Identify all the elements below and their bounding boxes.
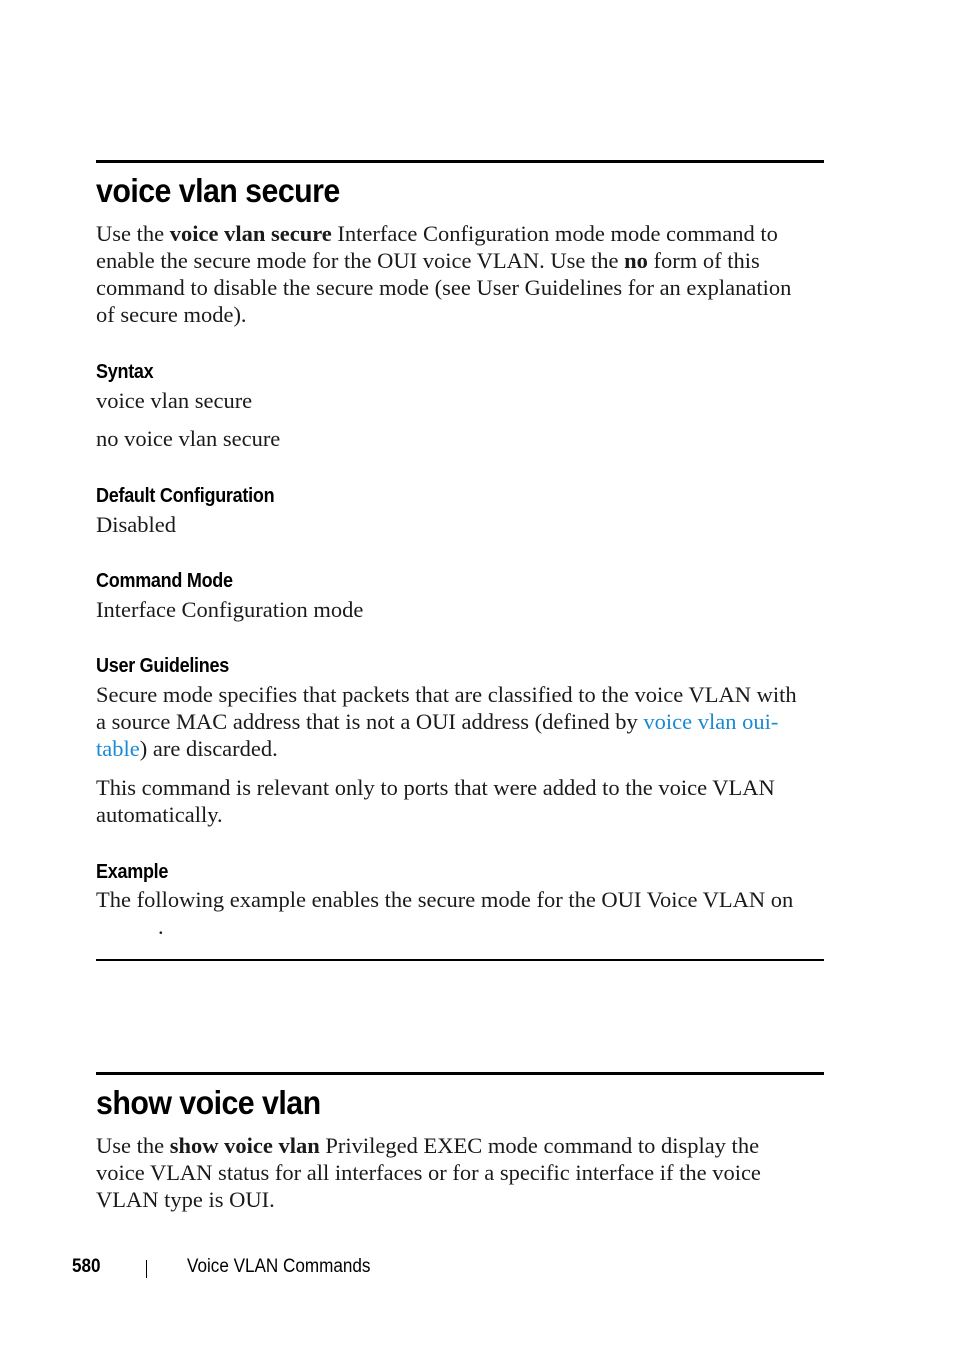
syntax-line-2: no voice vlan secure [96,426,281,451]
no-keyword: no [624,248,648,273]
link-voice-vlan-oui-table-cont[interactable]: table [96,736,140,761]
command-mode-value: Interface Configuration mode [96,597,364,622]
heading-default-configuration: Default Configuration [96,485,275,507]
command-name-show: show voice vlan [169,1133,320,1158]
syntax-line-1: voice vlan secure [96,388,253,413]
example-paragraph: The following example enables the secure mode for the OUI Voice VLAN on . [96,887,794,939]
default-configuration-value: Disabled [96,512,176,537]
section-intro-paragraph: Use the voice vlan secure Interface Configuration mode mode command to enable the secure mode for the OUI voice VLAN. Use the no form of this command to disable the secure mode (see User Guidelines for an explanation of secure mode). [96,221,792,327]
example-bottom-rule [96,959,824,961]
footer-chapter-title: Voice VLAN Commands [187,1256,371,1277]
section2-intro-paragraph: Use the show voice vlan Privileged EXEC mode command to display the voice VLAN status for all interfaces or for a specific interface if the voice VLAN type is OUI. [96,1133,761,1212]
heading-command-mode: Command Mode [96,570,233,592]
footer-divider [146,1260,147,1278]
heading-example: Example [96,861,169,883]
heading-syntax: Syntax [96,361,154,383]
heading-user-guidelines: User Guidelines [96,655,230,677]
user-guidelines-paragraph-1: Secure mode specifies that packets that are classified to the voice VLAN with a source MAC address that is not a OUI address (defined by voice vlan oui- table) are discarded. [96,682,797,761]
command-name: voice vlan secure [169,221,332,246]
section-top-rule-2 [96,1072,824,1075]
link-voice-vlan-oui-table[interactable]: voice vlan oui- [643,709,779,734]
section-top-rule [96,160,824,163]
user-guidelines-paragraph-2: This command is relevant only to ports that were added to the voice VLAN automatically. [96,775,775,827]
section-title-show-voice-vlan: show voice vlan [96,1084,321,1121]
page-number: 580 [72,1256,101,1277]
section-title-voice-vlan-secure: voice vlan secure [96,172,340,209]
